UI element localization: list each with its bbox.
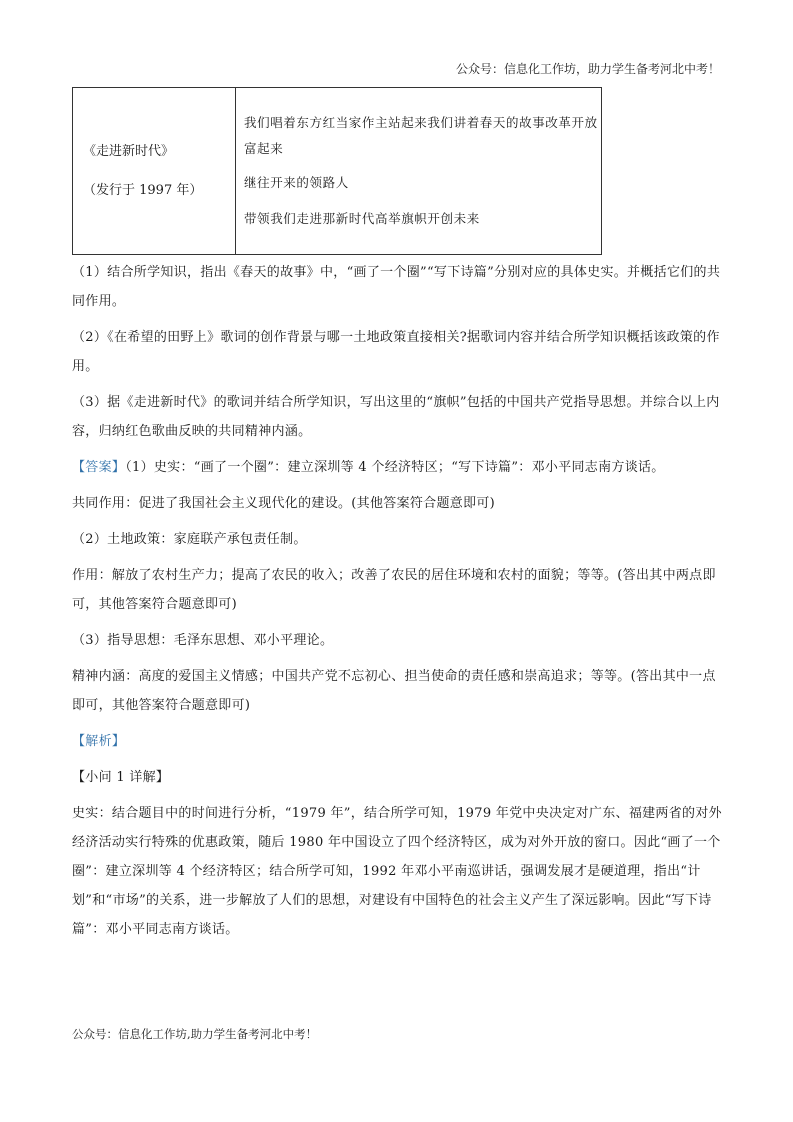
answer-text: （1）史实：“画了一个圈”：建立深圳等 4 个经济特区；“写下诗篇”：邓小平同志南方谈话。	[125, 460, 665, 475]
answer-line-3: （2）土地政策：家庭联产承包责任制。	[72, 532, 307, 547]
answer-line-4: 作用：解放了农村生产力；提高了农民的收入；改善了农民的居住环境和农村的面貌；等等。(答出其中两点即可，其他答案符合题意即可)	[72, 568, 716, 612]
answer-line-2: 共同作用：促进了我国社会主义现代化的建设。(其他答案符合题意即可)	[72, 496, 496, 511]
page-header: 公众号：信息化工作坊，助力学生备考河北中考！	[455, 62, 720, 76]
analysis-text: 史实：结合题目中的时间进行分析，“1979 年”，结合所学可知，1979 年党中央决定对广东、福建两省的对外经济活动实行特殊的优惠政策，随后 1980 年中国设立了四个经济特区，成为对外开放的窗口。因此“画了一个圈”：建立深圳等 4 个经济特区；结合所学可知，1992 年邓小平南巡讲话，强调发展才是硬道理，指出“计划”和“市场”的关系，进一步解放了人们的思想，对建设有中国特色的社会主义产生了深远影响。因此“写下诗篇”：邓小平同志南方谈话。	[72, 806, 722, 937]
question-3: （3）据《走进新时代》的歌词并结合所学知识，写出这里的“旗帜”包括的中国共产党指导思想。并综合以上内容，归纳红色歌曲反映的共同精神内涵。	[72, 395, 720, 439]
lyric-line: 继往开来的领路人	[244, 175, 349, 190]
lyric-line: 带领我们走进那新时代高举旗帜开创未来	[244, 211, 480, 226]
song-info-cell	[73, 88, 236, 255]
document-body	[72, 258, 724, 951]
song-title: 《走进新时代》	[83, 144, 175, 159]
song-lyrics-cell	[236, 88, 602, 255]
answer-line-6: 精神内涵：高度的爱国主义情感；中国共产党不忘初心、担当使命的责任感和崇高追求；等等。(答出其中一点即可，其他答案符合题意即可)	[72, 669, 716, 713]
question-1: （1）结合所学知识，指出《春天的故事》中，“画了一个圈”“写下诗篇”分别对应的具体史实。并概括它们的共同作用。	[72, 265, 721, 309]
analysis-label: 【解析】	[72, 734, 126, 749]
question-2: （2）《在希望的田野上》歌词的创作背景与哪一土地政策直接相关?据歌词内容并结合所学知识概括该政策的作用。	[72, 330, 720, 374]
answer-line-5: （3）指导思想：毛泽东思想、邓小平理论。	[72, 633, 334, 648]
page-footer: 公众号：信息化工作坊,助力学生备考河北中考！	[72, 1027, 318, 1041]
answer-label: 【答案】	[72, 460, 126, 475]
lyric-line: 我们唱着东方红当家作主站起来我们讲着春天的故事改革开放富起来	[244, 115, 598, 156]
song-release-year: （发行于 1997 年）	[83, 183, 203, 198]
analysis-sub-label: 【小问 1 详解】	[72, 770, 170, 785]
answer-line-1	[72, 453, 724, 482]
song-table	[72, 87, 602, 255]
